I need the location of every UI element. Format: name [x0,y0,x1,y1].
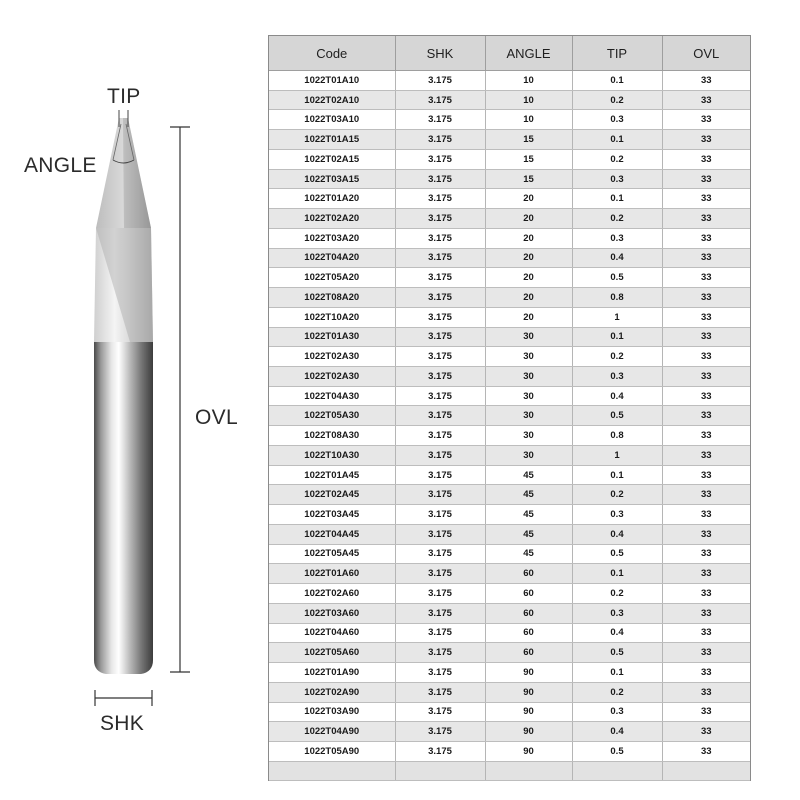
cell-code: 1022T02A20 [269,209,395,229]
table-row [269,288,750,308]
cell-code: 1022T02A30 [269,367,395,387]
cell-angle: 60 [485,603,572,623]
cell-code: 1022T05A90 [269,741,395,761]
cell-ovl: 33 [662,465,750,485]
table-row [269,682,750,702]
cell-shk: 3.175 [395,702,485,722]
cell-ovl: 33 [662,643,750,663]
cell-shk: 3.175 [395,445,485,465]
cell-angle: 20 [485,228,572,248]
table-row [269,722,750,742]
cell-code: 1022T02A90 [269,682,395,702]
cell-code: 1022T02A15 [269,149,395,169]
cell-shk: 3.175 [395,169,485,189]
cell-tip: 0.5 [572,406,662,426]
cell-ovl: 33 [662,564,750,584]
table-row [269,643,750,663]
cell-angle: 45 [485,524,572,544]
cell-code: 1022T04A30 [269,386,395,406]
ovl-dimension-line [170,127,190,672]
header-shk: SHK [395,36,485,71]
cell-shk: 3.175 [395,663,485,683]
angle-label: ANGLE [24,154,97,177]
cell-ovl: 33 [662,603,750,623]
cell-angle: 30 [485,386,572,406]
cell-angle: 90 [485,741,572,761]
table-header-row [269,36,750,71]
cell-angle: 15 [485,149,572,169]
table-row [269,209,750,229]
cell-code: 1022T01A45 [269,465,395,485]
header-angle: ANGLE [485,36,572,71]
cell-angle: 10 [485,71,572,91]
cell-angle: 45 [485,544,572,564]
cell-shk: 3.175 [395,643,485,663]
cell-ovl: 33 [662,268,750,288]
engraving-bit-illustration [0,0,265,800]
cell-angle: 20 [485,288,572,308]
cell-tip: 0.1 [572,189,662,209]
cell-ovl: 33 [662,248,750,268]
cell-code: 1022T01A10 [269,71,395,91]
cell-tip: 0.3 [572,505,662,525]
cell-shk: 3.175 [395,544,485,564]
shank [94,342,153,674]
cell-tip: 0.2 [572,149,662,169]
cell-ovl: 33 [662,426,750,446]
cell-tip: 0.3 [572,228,662,248]
cell-code: 1022T01A30 [269,327,395,347]
cell-tip: 0.4 [572,248,662,268]
cell-shk: 3.175 [395,110,485,130]
cell-ovl: 33 [662,347,750,367]
cell-angle: 20 [485,189,572,209]
table-row [269,623,750,643]
cell-shk: 3.175 [395,307,485,327]
cell-ovl: 33 [662,307,750,327]
table-row [269,189,750,209]
cell-shk: 3.175 [395,386,485,406]
cell-angle: 30 [485,327,572,347]
cell-shk: 3.175 [395,564,485,584]
cell-code: 1022T03A60 [269,603,395,623]
cell-tip: 1 [572,445,662,465]
cell-ovl: 33 [662,544,750,564]
cell-code: 1022T01A60 [269,564,395,584]
cell-code: 1022T03A15 [269,169,395,189]
cell-tip [572,761,662,781]
header-code: Code [269,36,395,71]
cell-angle: 90 [485,663,572,683]
cell-shk: 3.175 [395,603,485,623]
table-row [269,505,750,525]
cell-angle: 60 [485,623,572,643]
cell-angle: 45 [485,485,572,505]
cell-angle: 10 [485,110,572,130]
cell-shk: 3.175 [395,682,485,702]
cell-shk: 3.175 [395,288,485,308]
cell-code: 1022T05A60 [269,643,395,663]
cell-ovl: 33 [662,189,750,209]
cell-tip: 0.2 [572,347,662,367]
cell-code: 1022T04A45 [269,524,395,544]
cell-shk: 3.175 [395,485,485,505]
cell-angle: 60 [485,564,572,584]
cell-ovl: 33 [662,228,750,248]
cell-ovl: 33 [662,485,750,505]
cell-angle: 45 [485,465,572,485]
cell-angle: 30 [485,406,572,426]
tip-label: TIP [107,85,141,108]
cell-shk: 3.175 [395,465,485,485]
cell-tip: 0.1 [572,327,662,347]
cell-code: 1022T04A60 [269,623,395,643]
cell-shk: 3.175 [395,228,485,248]
cell-ovl: 33 [662,722,750,742]
cell-tip: 0.1 [572,465,662,485]
table-row [269,485,750,505]
shk-label: SHK [100,712,145,735]
cell-ovl: 33 [662,209,750,229]
cell-angle: 10 [485,90,572,110]
table-row [269,426,750,446]
table-row [269,465,750,485]
cell-angle: 15 [485,169,572,189]
cell-code: 1022T08A20 [269,288,395,308]
cell-shk: 3.175 [395,268,485,288]
cell-angle [485,761,572,781]
table-row [269,71,750,91]
cell-ovl: 33 [662,71,750,91]
cell-angle: 30 [485,347,572,367]
cell-ovl: 33 [662,169,750,189]
cell-angle: 30 [485,367,572,387]
cell-code: 1022T01A20 [269,189,395,209]
cell-code: 1022T04A90 [269,722,395,742]
cell-angle: 20 [485,307,572,327]
table-row [269,741,750,761]
table-row [269,248,750,268]
cell-code [269,761,395,781]
cell-ovl: 33 [662,524,750,544]
spec-table-container [268,35,751,781]
table-row [269,386,750,406]
cell-code: 1022T03A90 [269,702,395,722]
table-row [269,228,750,248]
cell-tip: 0.5 [572,741,662,761]
table-row [269,603,750,623]
cell-angle: 60 [485,643,572,663]
cell-tip: 0.3 [572,367,662,387]
cell-code: 1022T03A10 [269,110,395,130]
cell-tip: 0.5 [572,643,662,663]
cell-shk: 3.175 [395,327,485,347]
cell-ovl: 33 [662,623,750,643]
cell-shk: 3.175 [395,130,485,150]
header-ovl: OVL [662,36,750,71]
table-row [269,327,750,347]
table-row [269,544,750,564]
cell-angle: 90 [485,702,572,722]
cell-angle: 60 [485,584,572,604]
cell-tip: 0.3 [572,169,662,189]
cell-tip: 0.3 [572,603,662,623]
cell-angle: 90 [485,722,572,742]
cell-ovl: 33 [662,386,750,406]
cell-code: 1022T02A60 [269,584,395,604]
cell-shk: 3.175 [395,741,485,761]
cell-code: 1022T01A90 [269,663,395,683]
cell-tip: 0.5 [572,268,662,288]
cell-ovl: 33 [662,367,750,387]
cell-ovl: 33 [662,90,750,110]
cell-ovl: 33 [662,505,750,525]
cell-shk: 3.175 [395,209,485,229]
cell-tip: 0.2 [572,485,662,505]
cell-angle: 90 [485,682,572,702]
cell-code: 1022T01A15 [269,130,395,150]
table-row [269,524,750,544]
table-row [269,564,750,584]
cell-tip: 0.1 [572,71,662,91]
cell-tip: 0.2 [572,90,662,110]
cell-tip: 0.8 [572,288,662,308]
cell-code: 1022T03A45 [269,505,395,525]
cell-ovl [662,761,750,781]
cell-shk: 3.175 [395,406,485,426]
cell-tip: 0.4 [572,722,662,742]
cell-code: 1022T08A30 [269,426,395,446]
table-row [269,761,750,781]
header-tip: TIP [572,36,662,71]
cell-shk: 3.175 [395,722,485,742]
table-row [269,584,750,604]
spec-table [269,36,750,781]
cell-shk: 3.175 [395,189,485,209]
cell-angle: 20 [485,248,572,268]
cell-shk: 3.175 [395,149,485,169]
cell-tip: 0.3 [572,110,662,130]
cell-tip: 0.4 [572,623,662,643]
cell-tip: 0.4 [572,386,662,406]
cell-tip: 0.2 [572,584,662,604]
cell-angle: 30 [485,445,572,465]
cell-tip: 0.2 [572,209,662,229]
cell-tip: 0.2 [572,682,662,702]
cell-tip: 0.1 [572,130,662,150]
cell-code: 1022T02A30 [269,347,395,367]
table-row [269,90,750,110]
cell-code: 1022T02A10 [269,90,395,110]
cell-tip: 0.1 [572,564,662,584]
cell-shk: 3.175 [395,90,485,110]
cell-ovl: 33 [662,702,750,722]
cell-ovl: 33 [662,682,750,702]
cell-shk: 3.175 [395,426,485,446]
cell-code: 1022T05A30 [269,406,395,426]
table-row [269,702,750,722]
cell-ovl: 33 [662,406,750,426]
table-row [269,268,750,288]
table-row [269,367,750,387]
cell-shk: 3.175 [395,623,485,643]
cell-code: 1022T03A20 [269,228,395,248]
table-row [269,445,750,465]
cell-tip: 0.5 [572,544,662,564]
cell-ovl: 33 [662,445,750,465]
cell-ovl: 33 [662,741,750,761]
table-row [269,307,750,327]
cell-shk: 3.175 [395,248,485,268]
cell-ovl: 33 [662,149,750,169]
cell-shk: 3.175 [395,367,485,387]
cell-angle: 20 [485,268,572,288]
cell-shk: 3.175 [395,505,485,525]
cell-code: 1022T05A45 [269,544,395,564]
table-row [269,406,750,426]
cell-tip: 0.4 [572,524,662,544]
cell-angle: 30 [485,426,572,446]
cell-code: 1022T10A30 [269,445,395,465]
cell-shk [395,761,485,781]
table-row [269,130,750,150]
cell-code: 1022T04A20 [269,248,395,268]
cell-ovl: 33 [662,663,750,683]
cell-tip: 0.8 [572,426,662,446]
cell-ovl: 33 [662,288,750,308]
cell-ovl: 33 [662,130,750,150]
table-row [269,169,750,189]
cell-shk: 3.175 [395,71,485,91]
cell-tip: 0.1 [572,663,662,683]
cell-angle: 20 [485,209,572,229]
table-row [269,110,750,130]
table-row [269,347,750,367]
cell-shk: 3.175 [395,584,485,604]
cell-shk: 3.175 [395,347,485,367]
tool-diagram [0,0,265,800]
table-row [269,149,750,169]
cell-angle: 45 [485,505,572,525]
cell-shk: 3.175 [395,524,485,544]
cell-code: 1022T02A45 [269,485,395,505]
cell-ovl: 33 [662,110,750,130]
cell-code: 1022T05A20 [269,268,395,288]
cell-ovl: 33 [662,584,750,604]
table-row [269,663,750,683]
shk-dimension-line [95,690,152,706]
cell-angle: 15 [485,130,572,150]
cell-ovl: 33 [662,327,750,347]
cell-tip: 1 [572,307,662,327]
cell-tip: 0.3 [572,702,662,722]
cell-code: 1022T10A20 [269,307,395,327]
ovl-label: OVL [195,406,238,429]
